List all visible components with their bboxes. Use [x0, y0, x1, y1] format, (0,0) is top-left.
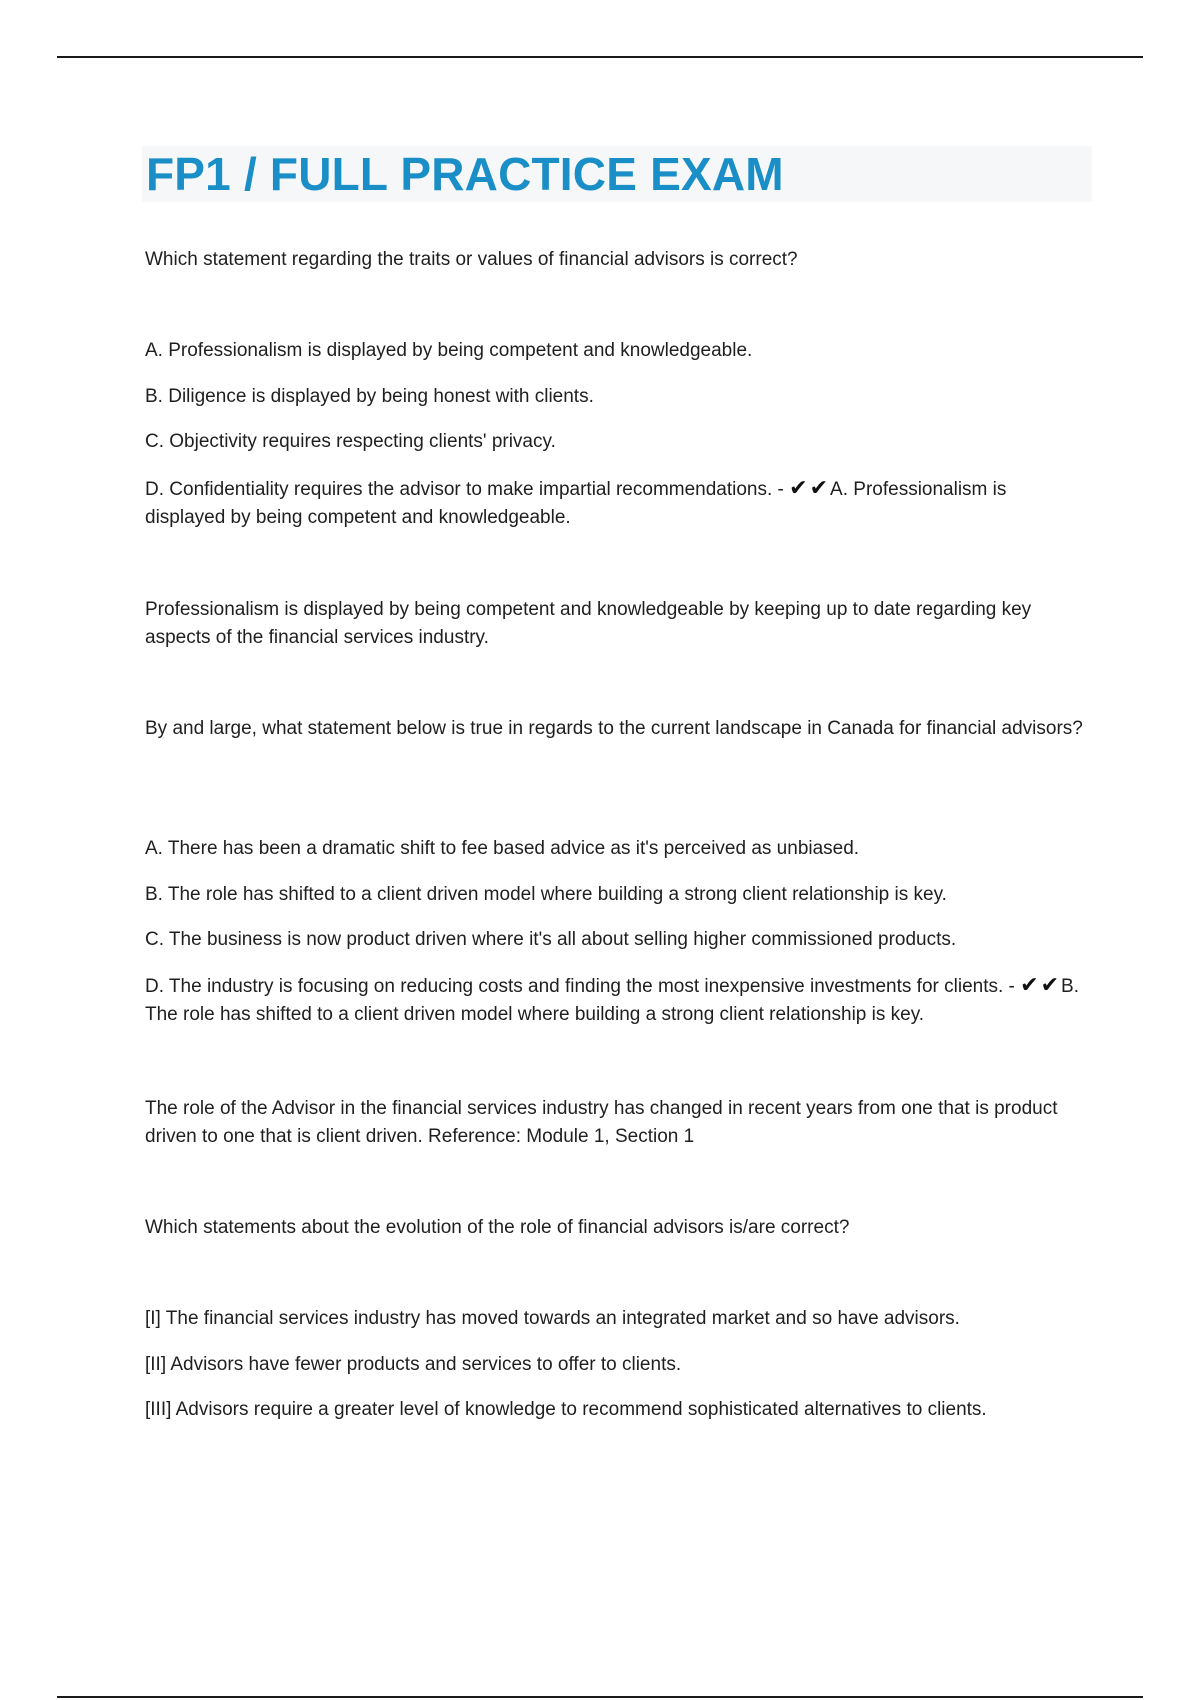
question-1-prompt: Which statement regarding the traits or values of financial advisors is correct?: [145, 249, 798, 270]
page-title: FP1 / FULL PRACTICE EXAM: [146, 148, 784, 200]
question-3-statement-3: [III] Advisors require a greater level of knowledge to recommend sophisticated alternatives to clients.: [145, 1399, 987, 1420]
question-2-option-a: A. There has been a dramatic shift to fee based advice as it's perceived as unbiased.: [145, 838, 860, 859]
question-1-option-d: D. Confidentiality requires the advisor to make impartial recommendations. -: [145, 479, 784, 500]
question-1-option-b: B. Diligence is displayed by being honest with clients.: [145, 386, 594, 407]
checkmark-icon: ✔: [1020, 973, 1039, 998]
correct-answer-marks: [1020, 972, 1061, 1001]
footer-rule: [57, 1696, 1143, 1698]
header-rule: [57, 56, 1143, 58]
checkmark-icon: ✔: [809, 476, 829, 501]
question-1-explanation: Professionalism is displayed by being competent and knowledgeable by keeping up to date regarding key aspects of the financial services industry.: [145, 599, 1032, 648]
question-2-explanation: The role of the Advisor in the financial services industry has changed in recent years from one that is product driven to one that is client driven. Reference: Module 1, Section 1: [145, 1098, 1058, 1147]
checkmark-icon: ✔: [1040, 973, 1060, 998]
question-1-option-d-with-answer: [145, 475, 1090, 532]
correct-answer-marks: [789, 475, 830, 504]
question-2-option-d-with-answer: [145, 972, 1090, 1029]
question-2-option-b: B. The role has shifted to a client driven model where building a strong client relationship is key.: [145, 884, 947, 905]
question-3-statement-1: [I] The financial services industry has moved towards an integrated market and so have advisors.: [145, 1308, 960, 1329]
question-3-statement-2: [II] Advisors have fewer products and services to offer to clients.: [145, 1354, 682, 1375]
question-2-answer: B. The role has shifted to a client driven model where building a strong client relationship is key.: [145, 976, 1079, 1025]
checkmark-icon: ✔: [789, 476, 808, 501]
question-2-option-c: C. The business is now product driven where it's all about selling higher commissioned products.: [145, 929, 957, 950]
question-1-option-c: C. Objectivity requires respecting clients' privacy.: [145, 431, 556, 452]
question-1-answer: A. Professionalism is displayed by being competent and knowledgeable.: [145, 479, 1007, 528]
question-1-option-a: A. Professionalism is displayed by being competent and knowledgeable.: [145, 340, 753, 361]
question-2-option-d: D. The industry is focusing on reducing costs and finding the most inexpensive investments for clients. -: [145, 976, 1015, 997]
question-3-prompt: Which statements about the evolution of the role of financial advisors is/are correct?: [145, 1217, 850, 1238]
question-2-prompt: By and large, what statement below is true in regards to the current landscape in Canada for financial advisors?: [145, 718, 1083, 739]
